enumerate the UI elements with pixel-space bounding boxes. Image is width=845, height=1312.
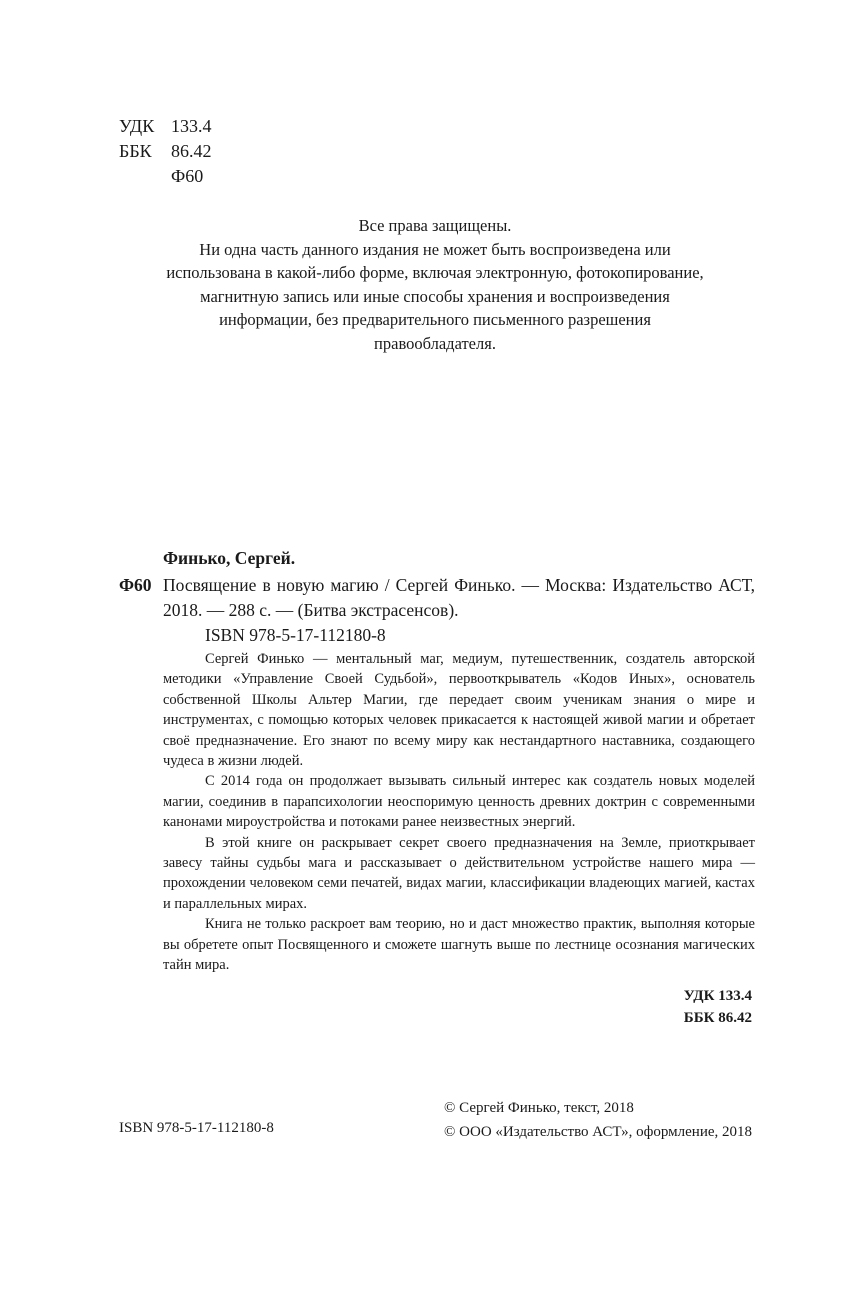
catalog-isbn: ISBN 978-5-17-112180-8 <box>205 625 386 645</box>
catalog-description: Посвящение в новую магию / Сергей Финько. — Москва: Издательство АСТ, 2018. — 288 с. — (Битва экстрасенсов). <box>163 575 755 620</box>
udk-label: УДК <box>119 116 155 136</box>
footer-isbn: ISBN 978-5-17-112180-8 <box>119 1120 274 1136</box>
index-bbk: ББК 86.42 <box>683 1010 752 1026</box>
rights-line: использована в какой-либо форме, включая электронную, фотокопирование, <box>166 263 704 282</box>
rights-line: правообладателя. <box>374 333 496 353</box>
annotation-paragraph: Книга не только раскроет вам теорию, но и даст множество практик, выполняя которые вы обретете опыт Посвященного и сможете шагнуть выше по лестнице осознания магических тайн мира. <box>163 916 755 974</box>
copyright-publisher: © ООО «Издательство АСТ», оформление, 2018 <box>444 1124 752 1140</box>
copyright-block <box>444 1096 752 1144</box>
copyright-author: © Сергей Финько, текст, 2018 <box>444 1100 634 1116</box>
annotation-paragraph: С 2014 года он продолжает вызывать сильный интерес как создатель новых моделей магии, соединив в парапсихологии неоспоримую ценность древних доктрин с современными канонами мироустройства и потоками ранее неизвестных энергий. <box>163 773 755 831</box>
author-sign: Ф60 <box>171 166 204 186</box>
catalog-author: Финько, Сергей. <box>163 548 296 568</box>
rights-line: информации, без предварительного письменного разрешения <box>219 310 651 329</box>
bbk-value: 86.42 <box>171 141 212 161</box>
udk-value: 133.4 <box>171 116 212 136</box>
rights-line: магнитную запись или иные способы хранения и воспроизведения <box>200 286 670 306</box>
rights-notice <box>110 214 760 355</box>
rights-line: Ни одна часть данного издания не может быть воспроизведена или <box>199 239 671 259</box>
udk-row <box>119 114 212 138</box>
bbk-label: ББК <box>119 141 152 161</box>
annotation-paragraph: В этой книге он раскрывает секрет своего предназначения на Земле, приоткрывает завесу тайны судьбы мага и рассказывает о действительном устройстве нашего мира — прохождении человеком семи печатей, видах магии, классификации владеющих магией, кастах и параллельных мирах. <box>163 834 755 912</box>
index-codes <box>684 985 752 1029</box>
annotation-paragraph: Сергей Финько — ментальный маг, медиум, путешественник, создатель авторской методики «Управление Своей Судьбой», первооткрыватель «Кодов Иных», основатель собственной Школы Альтер Магии, где передает своим ученикам знания о мире и инструментах, с помощью которых человек прикасается к настоящей живой магии и обретает своё предназначение. Его знают по всему миру как нестандартного наставника, создающего чудеса в жизни людей. <box>163 651 755 770</box>
annotation <box>163 649 755 976</box>
rights-line: Все права защищены. <box>358 216 512 235</box>
catalog-cipher: Ф60 <box>119 575 152 595</box>
index-udk: УДК 133.4 <box>683 988 752 1004</box>
bbk-row <box>119 139 212 163</box>
